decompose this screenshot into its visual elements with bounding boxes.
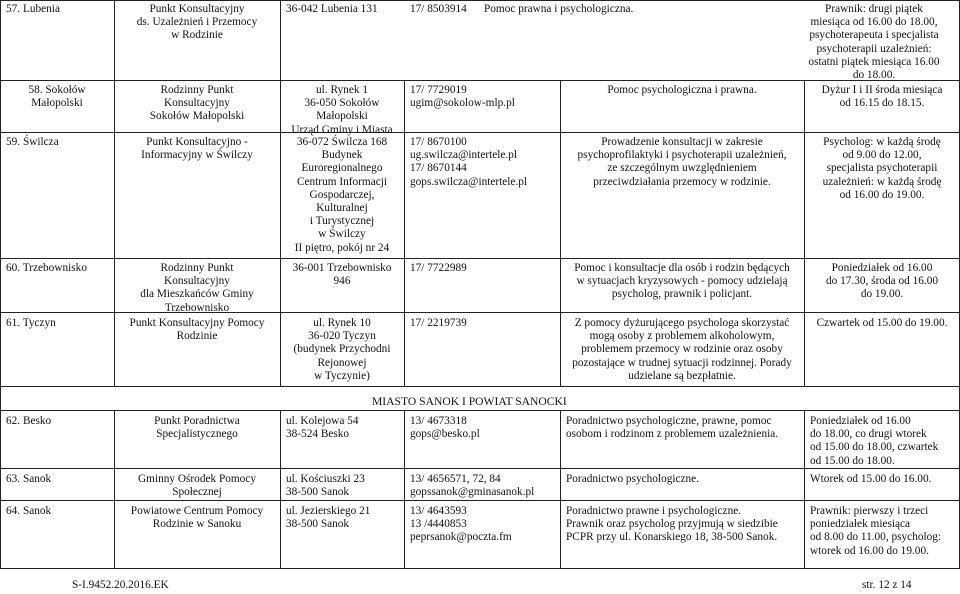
row-63-service: Poradnictwo psychologiczne. xyxy=(566,473,700,485)
row-57-name: Punkt Konsultacyjny ds. Uzależnień i Przemocy w Rodzinie xyxy=(136,3,258,42)
row-61-hours: Czwartek od 15.00 do 19.00. xyxy=(816,317,948,329)
row-57-hours: Prawnik: drugi piątek miesiąca od 16.00 do 18.00, psychoterapeuta i specjalista psychoterapii uzależnień: ostatni piątek miesiąca 16.00 do 18.00. xyxy=(808,3,940,82)
row-62-service: Poradnictwo psychologiczne, prawne, pomoc osobom i rodzinom z problemem uzależnienia. xyxy=(566,415,779,441)
row-62-hours: Poniedziałek od 16.00 do 18.00, co drugi wtorek od 15.00 do 18.00, czwartek od 15.00 do 18.00. xyxy=(810,415,939,467)
row-59-name: Punkt Konsultacyjno - Informacyjny w Świlczy xyxy=(141,136,253,162)
row-64-contact: 13/ 4643593 13 /4440853 peprsanok@poczta.fm xyxy=(410,505,512,544)
footer-document-code: S-I.9452.20.2016.EK xyxy=(72,579,169,591)
row-59-number: 59. Świlcza xyxy=(6,136,59,148)
row-63-name: Gminny Ośrodek Pomocy Społecznej xyxy=(138,473,256,499)
section-title: MIASTO SANOK I POWIAT SANOCKI xyxy=(372,395,567,408)
row-60-name: Rodzinny Punkt Konsultacyjny dla Mieszkańców Gminy Trzebownisko xyxy=(140,262,254,314)
row-64-number: 64. Sanok xyxy=(6,505,52,517)
row-60-service: Pomoc i konsultacje dla osób i rodzin będących w sytuacjach kryzysowych - pomocy udzielają psycholog, prawnik i policjant. xyxy=(574,262,790,301)
row-62-number: 62. Besko xyxy=(6,415,52,427)
row-58-service: Pomoc psychologiczna i prawna. xyxy=(607,84,757,96)
row-59-address: 36-072 Świlcza 168 Budynek Euroregionalnego Centrum Informacji Gospodarczej, Kulturalnej i Turystycznej w Świlczy II piętro, pokój nr 24 xyxy=(294,136,390,254)
row-61-contact: 17/ 2219739 xyxy=(410,317,467,329)
row-64-service: Poradnictwo prawne i psychologiczne. Prawnik oraz psycholog przyjmują w siedzibie PCPR przy ul. Konarskiego 18, 38-500 Sanok. xyxy=(566,505,778,544)
row-59-hours: Psycholog: w każdą środę od 9.00 do 12.00, specjalista psychoterapii uzależnień: w każdą środę od 16.00 do 19.00. xyxy=(822,136,942,201)
row-61-name: Punkt Konsultacyjny Pomocy Rodzinie xyxy=(129,317,265,343)
row-57-contact: 17/ 8503914 xyxy=(410,3,467,15)
row-63-contact: 13/ 4656571, 72, 84 gopssanok@gminasanok.pl xyxy=(410,473,535,499)
row-64-name: Powiatowe Centrum Pomocy Rodzinie w Sanoku xyxy=(130,505,264,531)
row-63-number: 63. Sanok xyxy=(6,473,52,485)
row-61-number: 61. Tyczyn xyxy=(6,317,56,329)
row-58-name: Rodzinny Punkt Konsultacyjny Sokołów Małopolski xyxy=(149,84,245,123)
row-58-hours: Dyżur I i II środa miesiąca od 16.15 do 18.15. xyxy=(821,84,943,110)
row-63-address: ul. Kościuszki 23 38-500 Sanok xyxy=(286,473,365,499)
row-60-number: 60. Trzebownisko xyxy=(6,262,87,274)
row-57-address: 36-042 Lubenia 131 xyxy=(286,3,378,15)
row-58-address: ul. Rynek 1 36-050 Sokołów Małopolski Urząd Gminy i Miasta xyxy=(291,84,393,136)
row-62-name: Punkt Poradnictwa Specjalistycznego xyxy=(154,415,240,441)
row-64-hours: Prawnik: pierwszy i trzeci poniedziałek miesiąca od 8.00 do 11.00, psycholog: wtorek od 16.00 do 19.00. xyxy=(810,505,942,557)
row-58-number: 58. Sokołów Małopolski xyxy=(28,84,86,110)
row-61-service: Z pomocy dyżurującego psychologa skorzystać mogą osoby z problemem alkoholowym, problemem przemocy w rodzinie oraz osoby pozostające w trudnej sytuacji rodzinnej. Porady udzielane są bezpłatnie. xyxy=(572,317,792,382)
row-63-hours: Wtorek od 15.00 do 16.00. xyxy=(810,473,932,485)
row-61-address: ul. Rynek 10 36-020 Tyczyn (budynek Przychodni Rejonowej w Tyczynie) xyxy=(293,317,391,382)
row-60-address: 36-001 Trzebownisko 946 xyxy=(292,262,392,288)
row-58-contact: 17/ 7729019 ugim@sokolow-mlp.pl xyxy=(410,84,515,110)
row-59-service: Prowadzenie konsultacji w zakresie psychoprofilaktyki i psychoterapii uzależnień, ze szczególnym uwzględnieniem przeciwdziałania przemocy w rodzinie. xyxy=(577,136,787,188)
row-57-number: 57. Lubenia xyxy=(6,3,60,15)
footer-page-number: str. 12 z 14 xyxy=(862,579,912,591)
row-62-address: ul. Kolejowa 54 38-524 Besko xyxy=(286,415,359,441)
row-57-service: Pomoc prawna i psychologiczna. xyxy=(484,3,634,15)
row-64-address: ul. Jezierskiego 21 38-500 Sanok xyxy=(286,505,371,531)
row-62-contact: 13/ 4673318 gops@besko.pl xyxy=(410,415,480,441)
row-60-hours: Poniedziałek od 16.00 do 17.30, środa od 16.00 do 19.00. xyxy=(825,262,939,301)
row-59-contact: 17/ 8670100 ug.swilcza@intertele.pl 17/ 8670144 gops.swilcza@intertele.pl xyxy=(410,136,528,188)
row-60-contact: 17/ 7722989 xyxy=(410,262,467,274)
